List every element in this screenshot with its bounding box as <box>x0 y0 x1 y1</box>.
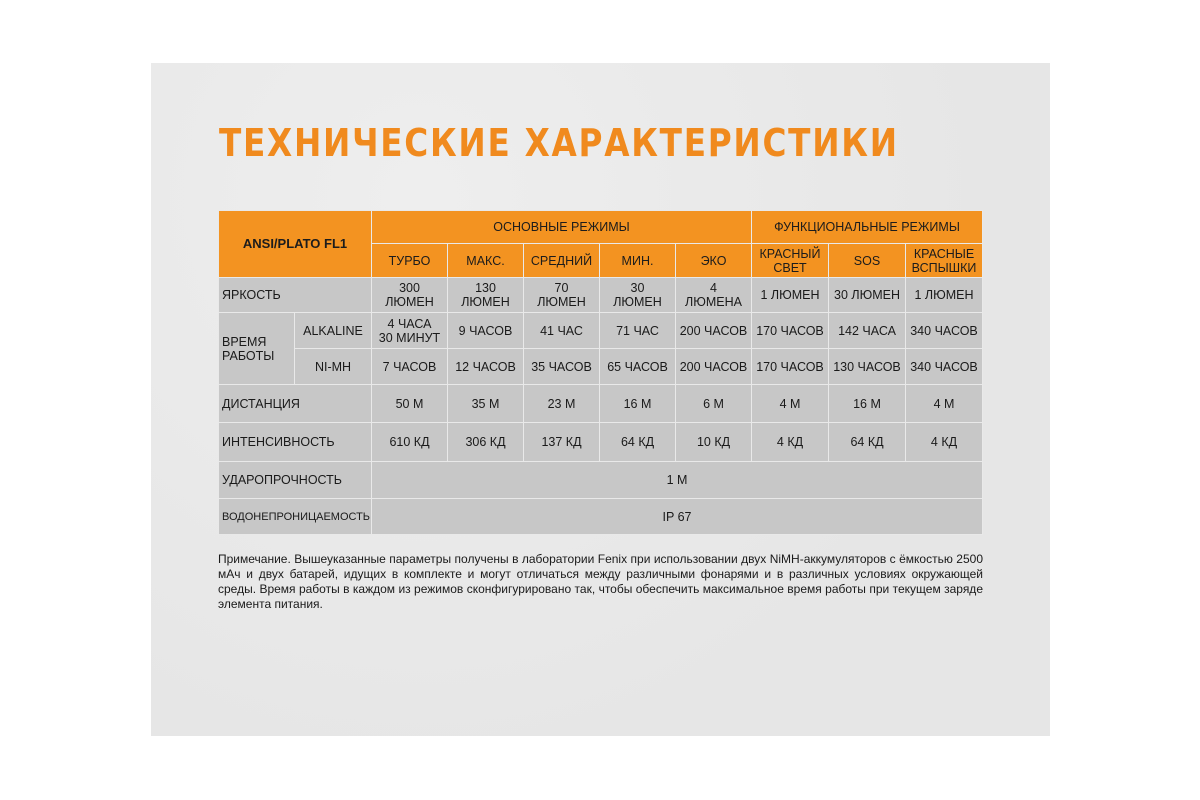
distance-row <box>219 385 983 423</box>
battery-label-nimh: NI-MH <box>295 349 372 385</box>
table-cell: 64 КД <box>829 423 906 462</box>
table-cell: 23 М <box>524 385 600 423</box>
row-label-impact: УДАРОПРОЧНОСТЬ <box>219 462 372 499</box>
table-cell: 16 М <box>600 385 676 423</box>
table-cell: 170 ЧАСОВ <box>752 313 829 349</box>
table-cell: 340 ЧАСОВ <box>906 313 983 349</box>
table-cell: 35 М <box>448 385 524 423</box>
mode-header: SOS <box>829 244 906 278</box>
table-cell: 610 КД <box>372 423 448 462</box>
table-cell: 41 ЧАС <box>524 313 600 349</box>
table-cell: 70 ЛЮМЕН <box>524 278 600 313</box>
mode-header: КРАСНЫЕ ВСПЫШКИ <box>906 244 983 278</box>
mode-header: СРЕДНИЙ <box>524 244 600 278</box>
page-title: ТЕХНИЧЕСКИЕ ХАРАКТЕРИСТИКИ <box>219 121 899 165</box>
group-functional-modes: ФУНКЦИОНАЛЬНЫЕ РЕЖИМЫ <box>752 211 983 244</box>
table-cell: 7 ЧАСОВ <box>372 349 448 385</box>
table-cell: 200 ЧАСОВ <box>676 313 752 349</box>
row-label-distance: ДИСТАНЦИЯ <box>219 385 372 423</box>
table-cell: 1 ЛЮМЕН <box>752 278 829 313</box>
row-label-runtime: ВРЕМЯ РАБОТЫ <box>219 313 295 385</box>
footnote: Примечание. Вышеуказанные параметры получены в лаборатории Fenix при использовании двух NiMH-аккумуляторов с ёмкостью 2500 мАч и двух батарей, идущих в комплекте и могут отличаться между различными фонарями и в различных условиях окружающей среды. Время работы в каждом из режимов сконфигурировано так, чтобы обеспечить максимальное время работы при текущем заряде элемента питания. <box>218 552 983 611</box>
table-cell: 306 КД <box>448 423 524 462</box>
table-cell: 137 КД <box>524 423 600 462</box>
table-cell: 71 ЧАС <box>600 313 676 349</box>
table-cell: 300 ЛЮМЕН <box>372 278 448 313</box>
table-cell: 50 М <box>372 385 448 423</box>
table-cell: 4 ЧАСА 30 МИНУТ <box>372 313 448 349</box>
mode-header: МИН. <box>600 244 676 278</box>
table-cell: 170 ЧАСОВ <box>752 349 829 385</box>
table-corner-header: ANSI/PLATO FL1 <box>219 211 372 278</box>
table-cell: 1 М <box>372 462 983 499</box>
table-cell: 12 ЧАСОВ <box>448 349 524 385</box>
table-cell: 9 ЧАСОВ <box>448 313 524 349</box>
table-cell: 130 ЧАСОВ <box>829 349 906 385</box>
runtime-nimh-row <box>219 349 983 385</box>
group-main-modes: ОСНОВНЫЕ РЕЖИМЫ <box>372 211 752 244</box>
table-cell: 4 М <box>752 385 829 423</box>
spec-sheet <box>151 63 1050 736</box>
table-cell: 4 ЛЮМЕНА <box>676 278 752 313</box>
table-cell: 16 М <box>829 385 906 423</box>
mode-header: КРАСНЫЙ СВЕТ <box>752 244 829 278</box>
table-cell: IP 67 <box>372 499 983 535</box>
waterproof-row <box>219 499 983 535</box>
row-label-waterproof: ВОДОНЕПРОНИЦАЕМОСТЬ <box>219 499 372 535</box>
table-cell: 142 ЧАСА <box>829 313 906 349</box>
mode-header: ЭКО <box>676 244 752 278</box>
table-cell: 1 ЛЮМЕН <box>906 278 983 313</box>
table-cell: 10 КД <box>676 423 752 462</box>
spec-table <box>218 210 983 535</box>
table-cell: 4 М <box>906 385 983 423</box>
table-cell: 340 ЧАСОВ <box>906 349 983 385</box>
table-cell: 6 М <box>676 385 752 423</box>
table-cell: 4 КД <box>752 423 829 462</box>
row-label-intensity: ИНТЕНСИВНОСТЬ <box>219 423 372 462</box>
brightness-row <box>219 278 983 313</box>
row-label-brightness: ЯРКОСТЬ <box>219 278 372 313</box>
table-cell: 65 ЧАСОВ <box>600 349 676 385</box>
table-cell: 64 КД <box>600 423 676 462</box>
intensity-row <box>219 423 983 462</box>
battery-label-alkaline: ALKALINE <box>295 313 372 349</box>
mode-header: МАКС. <box>448 244 524 278</box>
mode-header: ТУРБО <box>372 244 448 278</box>
table-cell: 130 ЛЮМЕН <box>448 278 524 313</box>
table-cell: 4 КД <box>906 423 983 462</box>
table-cell: 35 ЧАСОВ <box>524 349 600 385</box>
table-cell: 30 ЛЮМЕН <box>600 278 676 313</box>
table-cell: 200 ЧАСОВ <box>676 349 752 385</box>
runtime-alkaline-row <box>219 313 983 349</box>
table-cell: 30 ЛЮМЕН <box>829 278 906 313</box>
impact-row <box>219 462 983 499</box>
